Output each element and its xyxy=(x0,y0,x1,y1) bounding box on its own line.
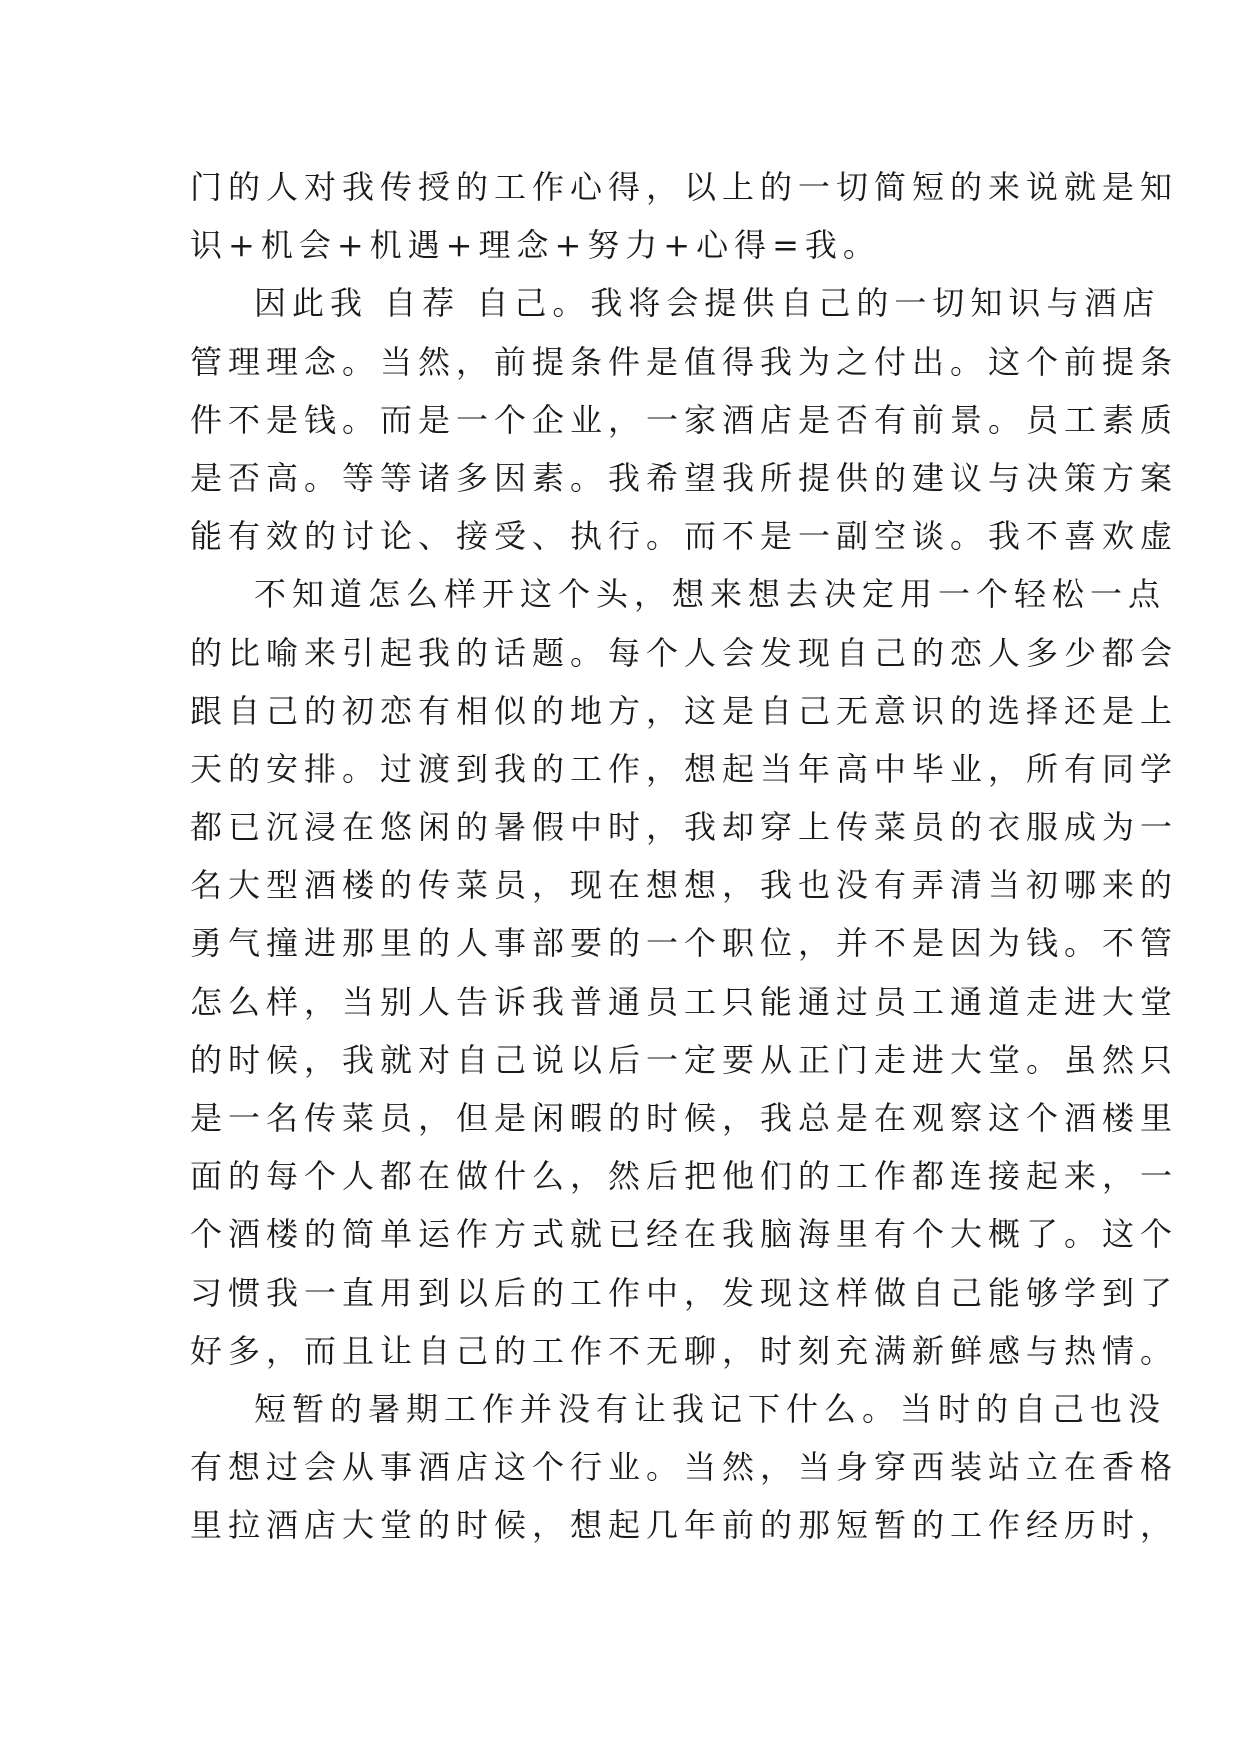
text-line: 习惯我一直用到以后的工作中，发现这样做自己能够学到了 xyxy=(190,1273,1179,1312)
body-text xyxy=(190,158,1179,1555)
text-line: 件不是钱。而是一个企业，一家酒店是否有前景。员工素质 xyxy=(190,400,1179,439)
paragraph-start-line: 因此我 自荐 自己。我将会提供自己的一切知识与酒店 xyxy=(254,284,1161,323)
text-line: 识+机会+机遇+理念+努力+心得=我。 xyxy=(190,226,881,265)
text-line: 里拉酒店大堂的时候，想起几年前的那短暂的工作经历时， xyxy=(190,1506,1179,1545)
text-line: 好多，而且让自己的工作不无聊，时刻充满新鲜感与热情。 xyxy=(190,1331,1179,1370)
text-line: 有想过会从事酒店这个行业。当然，当身穿西装站立在香格 xyxy=(190,1448,1179,1487)
text-line: 个酒楼的简单运作方式就已经在我脑海里有个大概了。这个 xyxy=(190,1215,1179,1254)
text-line: 管理理念。当然，前提条件是值得我为之付出。这个前提条 xyxy=(190,342,1179,381)
text-line: 能有效的讨论、接受、执行。而不是一副空谈。我不喜欢虚 xyxy=(190,517,1179,556)
text-line: 是一名传菜员，但是闲暇的时候，我总是在观察这个酒楼里 xyxy=(190,1099,1179,1137)
text-line: 门的人对我传授的工作心得，以上的一切简短的来说就是知 xyxy=(190,168,1179,206)
text-line: 是否高。等等诸多因素。我希望我所提供的建议与决策方案 xyxy=(190,458,1179,497)
paragraph-start-line: 短暂的暑期工作并没有让我记下什么。当时的自己也没 xyxy=(254,1389,1167,1428)
text-line: 的时候，我就对自己说以后一定要从正门走进大堂。虽然只 xyxy=(190,1040,1179,1079)
text-line: 勇气撞进那里的人事部要的一个职位，并不是因为钱。不管 xyxy=(190,924,1179,963)
text-line: 名大型酒楼的传菜员，现在想想，我也没有弄清当初哪来的 xyxy=(190,866,1179,905)
text-line: 怎么样，当别人告诉我普通员工只能通过员工通道走进大堂 xyxy=(190,982,1179,1021)
text-line: 跟自己的初恋有相似的地方，这是自己无意识的选择还是上 xyxy=(190,691,1179,730)
text-line: 的比喻来引起我的话题。每个人会发现自己的恋人多少都会 xyxy=(190,633,1179,672)
paragraph-start-line: 不知道怎么样开这个头，想来想去决定用一个轻松一点 xyxy=(254,575,1167,614)
text-line: 天的安排。过渡到我的工作，想起当年高中毕业，所有同学 xyxy=(190,749,1179,788)
text-line: 面的每个人都在做什么，然后把他们的工作都连接起来，一 xyxy=(190,1157,1179,1196)
text-line: 都已沉浸在悠闲的暑假中时，我却穿上传菜员的衣服成为一 xyxy=(190,808,1179,847)
